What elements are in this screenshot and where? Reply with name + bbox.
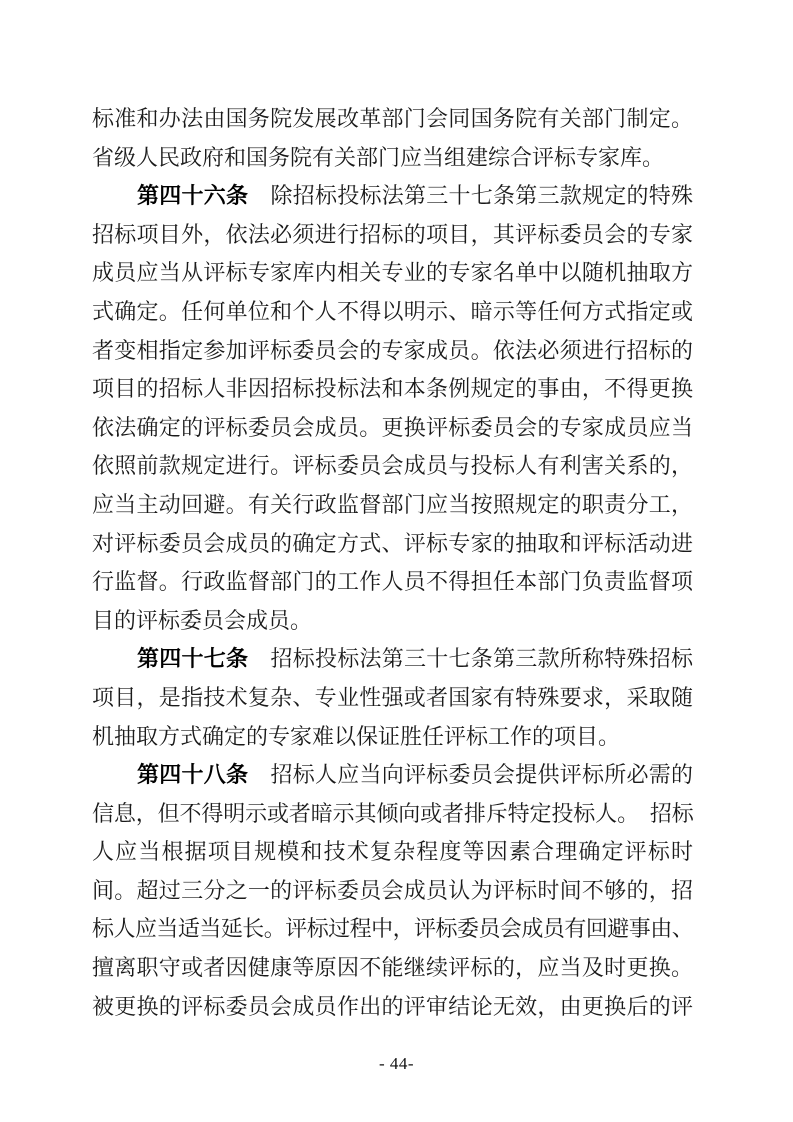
line-text: 除招标投标法第三十七条第三款规定的特殊 [248, 183, 693, 209]
text-block [92, 100, 693, 1026]
line-text: 被更换的评标委员会成员作出的评审结论无效，由更换后的评 [92, 993, 693, 1019]
article-number-label: 第四十六条 [137, 183, 249, 209]
text-line [92, 602, 693, 641]
text-line [92, 254, 693, 293]
line-text: 依法确定的评标委员会成员。更换评标委员会的专家成员应当 [92, 414, 693, 440]
page-number: - 44- [378, 1054, 415, 1073]
text-line [92, 139, 693, 178]
line-text: 信息，但不得明示或者暗示其倾向或者排斥特定投标人。 招标 [92, 800, 693, 826]
line-text: 应当主动回避。有关行政监督部门应当按照规定的职责分工， [92, 491, 693, 517]
line-text: 项目，是指技术复杂、专业性强或者国家有特殊要求，采取随 [92, 684, 693, 710]
text-line [92, 409, 693, 448]
text-line [92, 332, 693, 371]
text-line [92, 293, 693, 332]
text-line [92, 833, 693, 872]
line-text: 招标投标法第三十七条第三款所称特殊招标 [248, 646, 693, 672]
text-line-article-48 [92, 756, 693, 795]
text-line [92, 216, 693, 255]
line-text: 标准和办法由国务院发展改革部门会同国务院有关部门制定。 [92, 106, 693, 131]
text-line [92, 563, 693, 602]
line-text: 对评标委员会成员的确定方式、评标专家的抽取和评标活动进 [92, 530, 693, 556]
text-line [92, 949, 693, 988]
line-text: 依照前款规定进行。评标委员会成员与投标人有利害关系的， [92, 453, 693, 479]
line-text: 行监督。行政监督部门的工作人员不得担任本部门负责监督项 [92, 569, 693, 595]
line-text: 省级人民政府和国务院有关部门应当组建综合评标专家库。 [92, 144, 665, 170]
line-text: 招标项目外，依法必须进行招标的项目，其评标委员会的专家 [92, 221, 693, 247]
line-text: 机抽取方式确定的专家难以保证胜任评标工作的项目。 [92, 723, 621, 749]
text-line [92, 872, 693, 911]
line-text: 成员应当从评标专家库内相关专业的专家名单中以随机抽取方 [92, 260, 693, 286]
article-number-label: 第四十八条 [137, 762, 249, 788]
text-line [92, 718, 693, 757]
text-line [92, 447, 693, 486]
line-text: 擅离职守或者因健康等原因不能继续评标的，应当及时更换。 [92, 955, 693, 981]
line-text: 式确定。任何单位和个人不得以明示、暗示等任何方式指定或 [92, 298, 693, 324]
line-text: 人应当根据项目规模和技术复杂程度等因素合理确定评标时 [92, 839, 693, 865]
line-text: 者变相指定参加评标委员会的专家成员。依法必须进行招标的 [92, 337, 693, 363]
line-text: 目的评标委员会成员。 [92, 607, 313, 633]
article-number-label: 第四十七条 [137, 646, 249, 672]
text-line [92, 910, 693, 949]
text-line [92, 525, 693, 564]
text-line-article-46 [92, 177, 693, 216]
line-text: 项目的招标人非因招标投标法和本条例规定的事由，不得更换 [92, 376, 693, 402]
text-line [92, 100, 693, 139]
line-text: 招标人应当向评标委员会提供评标所必需的 [248, 762, 693, 788]
text-line-article-47 [92, 640, 693, 679]
text-line [92, 679, 693, 718]
line-text: 间。超过三分之一的评标委员会成员认为评标时间不够的，招 [92, 877, 693, 903]
text-line [92, 795, 693, 834]
text-line [92, 370, 693, 409]
text-line [92, 486, 693, 525]
text-line [92, 988, 693, 1027]
line-text: 标人应当适当延长。评标过程中，评标委员会成员有回避事由、 [92, 916, 693, 942]
